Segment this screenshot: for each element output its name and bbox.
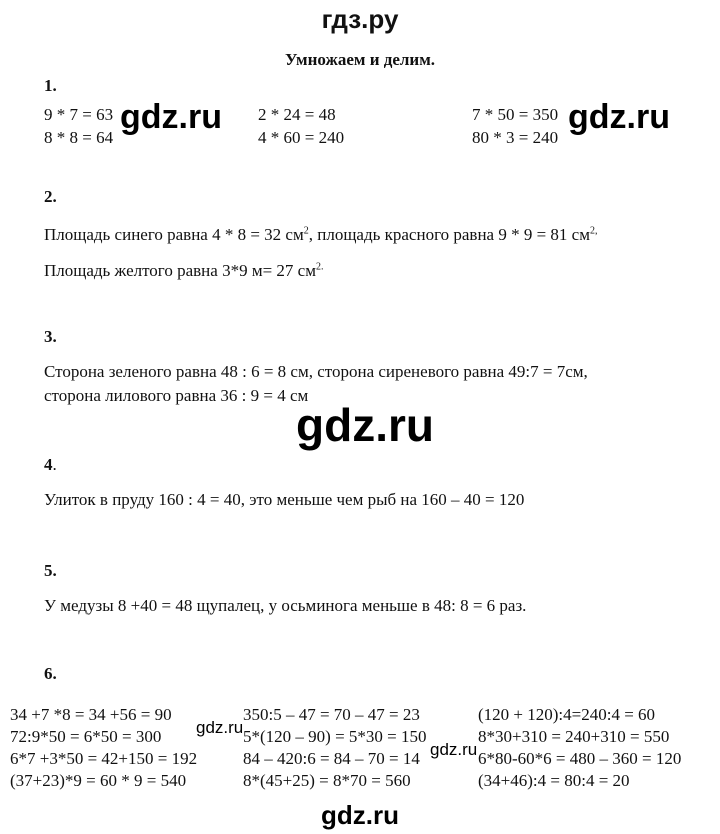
task2-red-area: , площадь красного равна 9 * 9 = 81 см	[308, 225, 590, 244]
task1-item: 2 * 24 = 48	[258, 105, 336, 124]
task6-item: 34 +7 *8 = 34 +56 = 90	[10, 705, 172, 724]
task6-item: 6*80-60*6 = 480 – 360 = 120	[478, 749, 682, 768]
task1-item: 80 * 3 = 240	[472, 128, 559, 147]
task6-item: 5*(120 – 90) = 5*30 = 150	[243, 727, 427, 746]
task4-dot: .	[52, 455, 57, 474]
task1-number: 1.	[44, 76, 57, 95]
task6-item: (34+46):4 = 80:4 = 20	[478, 771, 630, 790]
task6-item: 8*30+310 = 240+310 = 550	[478, 727, 670, 746]
task6-item: 84 – 420:6 = 84 – 70 = 14	[243, 749, 420, 768]
task3-line1: Сторона зеленого равна 48 : 6 = 8 см, сторона сиреневого равна 49:7 = 7см,	[44, 362, 588, 381]
task6-item: (120 + 120):4=240:4 = 60	[478, 705, 656, 724]
task6-item: 350:5 – 47 = 70 – 47 = 23	[243, 705, 420, 724]
task2-number: 2.	[44, 187, 57, 206]
watermark: gdz.ru	[430, 740, 478, 759]
task2-line2	[44, 261, 323, 281]
task4-number	[44, 455, 57, 475]
task6-item: 6*7 +3*50 = 42+150 = 192	[10, 749, 198, 768]
task1-item: 4 * 60 = 240	[258, 128, 345, 147]
task2-line1	[44, 225, 597, 245]
watermark: gdz.ru	[296, 399, 434, 451]
watermark: gdz.ru	[196, 718, 244, 737]
task5-number: 5.	[44, 561, 57, 580]
task6-item: 8*(45+25) = 8*70 = 560	[243, 771, 411, 790]
task2-blue-area: Площадь синего равна 4 * 8 = 32 см	[44, 225, 304, 244]
task2-yellow-sup: 2.	[315, 261, 324, 273]
watermark: gdz.ru	[120, 98, 222, 136]
task1-item: 8 * 8 = 64	[44, 128, 114, 147]
site-name: гдз.ру	[321, 4, 399, 34]
task4-line: Улиток в пруду 160 : 4 = 40, это меньше чем рыб на 160 – 40 = 120	[44, 490, 525, 509]
task4-num: 4	[44, 455, 53, 474]
task6-item: 72:9*50 = 6*50 = 300	[10, 727, 162, 746]
task3-line2: сторона лилового равна 36 : 9 = 4 см	[44, 386, 309, 405]
task2-red-sup: 2,	[589, 225, 598, 237]
task2-blue-sup: 2	[303, 225, 309, 237]
task5-line: У медузы 8 +40 = 48 щупалец, у осьминога меньше в 48: 8 = 6 раз.	[44, 596, 527, 615]
watermark: gdz.ru	[568, 98, 670, 136]
task1-item: 9 * 7 = 63	[44, 105, 114, 124]
task1-item: 7 * 50 = 350	[472, 105, 559, 124]
footer-watermark: gdz.ru	[321, 800, 399, 830]
task3-number: 3.	[44, 327, 57, 346]
page-title: Умножаем и делим.	[284, 50, 436, 69]
task6-number: 6.	[44, 664, 57, 683]
task2-yellow-area: Площадь желтого равна 3*9 м= 27 см	[44, 261, 316, 280]
task6-item: (37+23)*9 = 60 * 9 = 540	[10, 771, 187, 790]
